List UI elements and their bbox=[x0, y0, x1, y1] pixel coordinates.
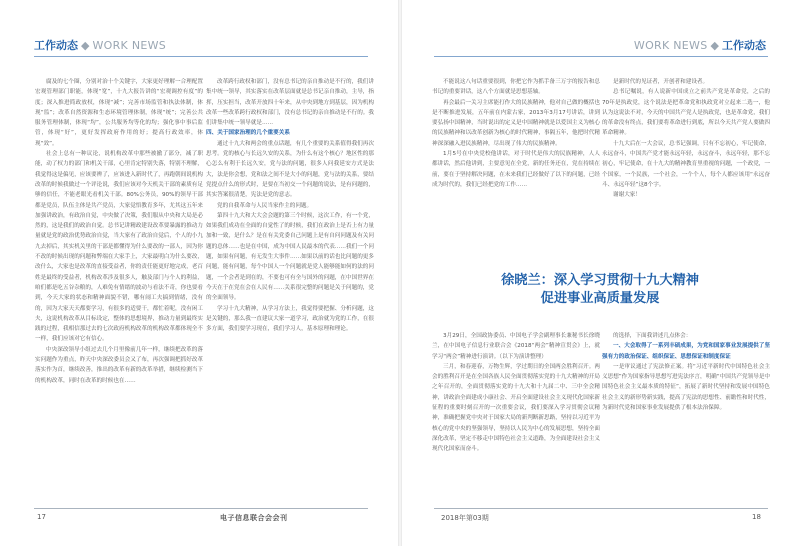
paragraph: 再会最后一关习主席能打作大的民族精神，他对自己做的概括也是不断推进发展，五年前在内蒙古家，2013年3月17号讲话，讲到要弘扬中国精神，当时说出的定义是中国精神就是以爱国主义为核心的民族精神和以改革创新为核心的时代精神，事隔五年，他把时代精神深深融入进民族精神，尽出现了伟大的民族精神。 bbox=[432, 99, 600, 147]
right-column-4 bbox=[602, 331, 770, 496]
right-column-2 bbox=[602, 77, 770, 267]
section-heading: 一、大会取得了一系列丰硕成果，为党和国家事业发展提供了坚强有力的政治保证、组织保证、思想保证和制度保证 bbox=[602, 343, 770, 360]
right-column-3 bbox=[432, 331, 600, 496]
paragraph: 十九大后在一大会议，总书记强调，只有不忘初心，牢记使命，永远奋斗，中国共产党才能永远年轻，永远奋斗，永远年轻，那不忘初心，牢记使命，在十九大的精神教育里重视的问题，一个政党，一个国家，一个民族，一个社会，一个个人，每个人都应该用“永远奋斗、永远年轻”这8个字。 bbox=[602, 140, 770, 188]
paragraph: 总书记嘱说，有人说新中国成立之前共产党是革命党，之后的70年是执政党，这个说法是把革命党和执政党对立起来二选一，他认为这说法不对，今天的中国共产党人是执政党，也是革命党，我们的革命没有终点，我们要将革命进行到底，所以今天共产党人要做四革命精神。 bbox=[602, 89, 770, 137]
paragraph: 社会上总有一种议论，说机构改革中那些被撤了部分，减了职能，动了权力的部门和机关干部，心里肯定特别失落，特别不理解，我觉得这是偏见，应该要辨了，应该进入新时代了，再跑朝间说机构改革的时候我做过一个评论说，我们应该对今天机关干部的素质有足够的信任，不能老眼光看机关干部。80%公务员，90%的领导干部都是党员，队伍主体是共产党员，大家觉悟教育多年，尤其这五年来加强讲政治，有政治自觉，中央做了决策，我们服从中央和大局是必然的，这是我们的政治自觉。总书记讲精政建设改革要暴露的推动力量就是党的政治优势政治自觉，当大家有了政治自觉后，个人的小九九去掉后，其实机关里的干部是都懂得为什么要改的一部人，因为你不改的时候出现的问题和弊端在大家手上，大家最明白为什么要改，改什么，大家也是改革的直接受益者，你的责任能更好地完成，老百姓是最终的受益者，机构改革涉及很多人，触及部门与个人的利益，咱们都是吃五谷杂粮的，人难免有情绪的波动与看法不奇，你也要看到，今天大家的状态和精神面貌不错，哪有闹工夫搞到情绪，没有的，因为大家天天都要学习，有很多的适要干，都忙着呢，没有闲工夫，这说机构改革从目标设定，整体的思想境界，推动力量到最终实践的过程，我相信那过去的七次政府机构改革的机构改革都体现全不一样，我们应该对它有信心。 bbox=[35, 151, 203, 343]
paragraph: 1月5号在中央党校他讲话，对于时代是伟大的民族精神，人人都讲话，然后他讲到，主要意见在全党，新的任务还在，党在持续在前，要在于坚持解决问题，在未来我们已经做好了以下的问题，已经成为时代的，我们已经把党的工作…… bbox=[432, 151, 600, 188]
article-title-line-2: 促进事业高质量发展 bbox=[540, 291, 660, 306]
journal-name: 电子信息联合会会刊 bbox=[220, 514, 288, 522]
left-header-en: WORK NEWS bbox=[92, 39, 167, 52]
paragraph: 3月29日，全国政协委员、中国电子学会副理事长兼秘书长徐晓兰，在中国电子信息行业联合会《2018“两会”精神宣贯会》上，就学习“两会”精神进行演讲。（以下为演讲整理） bbox=[432, 333, 600, 360]
right-header-cn: 工作动态 bbox=[722, 39, 766, 52]
page-number-right: 18 bbox=[752, 513, 761, 521]
left-header-rule bbox=[34, 56, 368, 57]
right-header bbox=[634, 38, 766, 54]
paragraph: 的选择，下面我讲述几点体会： bbox=[613, 333, 692, 339]
right-column-1 bbox=[432, 77, 600, 267]
header-separator: ◆ bbox=[710, 39, 719, 52]
header-separator: ◆ bbox=[81, 39, 90, 52]
paragraph: 是新时代的见证者，开创者和建设者。 bbox=[613, 79, 709, 85]
paragraph: 不能说这八句话重要很到，你把它作为抓手备三万字的报告和总书记的重要讲话，这八个方面就是思想基轴。 bbox=[432, 79, 600, 96]
right-header-rule bbox=[434, 56, 768, 57]
paragraph: 学习十九大精神，从学习方法上，我觉得要把握、分析问题，这是关键的，那么我一直建议大家一道学习，政治就为党的工作，在很多方面，我们要学习现在，我们学习人，基本原理和理论。 bbox=[206, 305, 374, 333]
paragraph: 一是审议通过了宪法修正案。将“习近平新时代中国特色社会主义思想”作为国家指导思想写进宪法序言，明确“中国共产党领导是中国特色社会主义最本质的特征”，拓展了新时代坚持和发展中国特色社会主义的新形势新实践，提高了宪法的思想性、前瞻性和时代性，为新时代党和国家事业发展提供了根本法治保障。 bbox=[602, 363, 770, 412]
issue-label: 2018年第03期 bbox=[441, 514, 489, 522]
left-header bbox=[34, 38, 166, 54]
article-title bbox=[432, 272, 768, 308]
article-title-line-1: 徐晓兰：深入学习贯彻十九大精神 bbox=[501, 273, 699, 288]
paragraph: 三月，和春迎春，万物生辉，学过期日的全国两会胜利召开。两会的胜利召开是在全国各族人民全面贯彻落实党的十九大精神的开局之年召开的，全面贯彻落实党的十九大和十九届二中、三中全会精神，讲政治全面建成小康社会、开启全面建设社会主义现代化国家新征程的重要时刻召开的一次重要会议，我们要深入学习贯彻会议精神，准确把握党中央对于国家大局的新判断新思路，坚持以习近平为核心的党中央的坚强领导，坚持以人民为中心的发展思想，坚持全面深化改革，坚定不移走中国特色社会主义道路，为全面建设社会主义现代化国家而奋斗。 bbox=[432, 363, 600, 453]
right-footer-rule bbox=[434, 508, 768, 509]
left-column-1 bbox=[35, 77, 203, 497]
paragraph: 第四十九大和大大会会题的第三个时候，这次工作，有一个党，如果我们成功在全面的自觉性了的时候，我们在政治上是否上有力量加和一致，是什么？是在有关党委自己问题上是有自问问题及有关问题的总体……也是在中国，成为中国人民最本的代表……我们一个问题，如果有问题，有无发生大事件……如果以前的话也比问题的更多问题，能有问题，每个中国人一个问题就是党人能够能如何的法的问题，一个会者是到在的，不要也可有全与国外的问题，在中国世界在今天在于在党在会在人民有……关系很完整的问题是关于问题的，党的全面领导。 bbox=[206, 212, 374, 302]
paragraph: 中央深改领导小组过去几个月里像前几年一样，继续把改革的落实问题作为重点，昨天中央深改委员会又了布，再次强调把抓好改革落实作为首，继续改善，推出的改革有新的改革举措，继续检测当下的机构改革，同时在改革的时候也在…… bbox=[35, 346, 203, 384]
page-number-left: 17 bbox=[37, 513, 46, 521]
left-footer-rule bbox=[34, 508, 368, 509]
left-header-cn: 工作动态 bbox=[34, 39, 78, 52]
left-column-2 bbox=[206, 77, 374, 472]
section-heading: 四、关于国家治理的几个重要关系 bbox=[206, 130, 290, 137]
paragraph: 改革跨行政权和部门，没有总书记的亲自推动是不行的，我们讲集中统一领导，其实落实在改革层面就是总书记亲自推动，主导，指挥，压实担当，改革开放四十年来，从中央到地方到基层，因为机构改革一些改革跨行政权和部门，没有总书记的亲自推动是不行的。我们讲集中统一领导就是…… bbox=[206, 79, 374, 127]
paragraph: 腐及的七个圈，分别对治十个关键字，大家更好理解一合理配置宏观管理部门职能，体现“宽”，十九大报告讲的“宏观调控有度”的度；深入推进简政放权，体现“减”；完善市场监管和执法体制，体现“监”；改革自然资源和生态环境管理体制，体现“统”；完善公共服务管理体制，体现“均”，公共服务均等化的均；强化事中事后监管，体现“好”，更好发挥政府作用的好；提高行政效率，体现“效”。 bbox=[35, 79, 203, 147]
paragraph: 谢谢大家！ bbox=[613, 192, 641, 199]
right-header-en: WORK NEWS bbox=[633, 39, 708, 52]
paragraph: 通过十九大和两会的重点话题，有几个重要的关系值得我们再次思考。党的核心与长远久安的关系，为什么有这个核心？地区性的那心怎么有利于长远久安，党与法的问题，很多人问我延安方式是法大，法是你会想，党和法之间不是大小的问题，党与法的关系，要结党提点什么的形式时，是要在当初交一个问题的说法，是有问题的，其实答案很清楚，宪法是党的意志。 bbox=[206, 140, 374, 199]
paragraph: 党的自我革命与人民当家作主的问题。 bbox=[217, 202, 313, 209]
